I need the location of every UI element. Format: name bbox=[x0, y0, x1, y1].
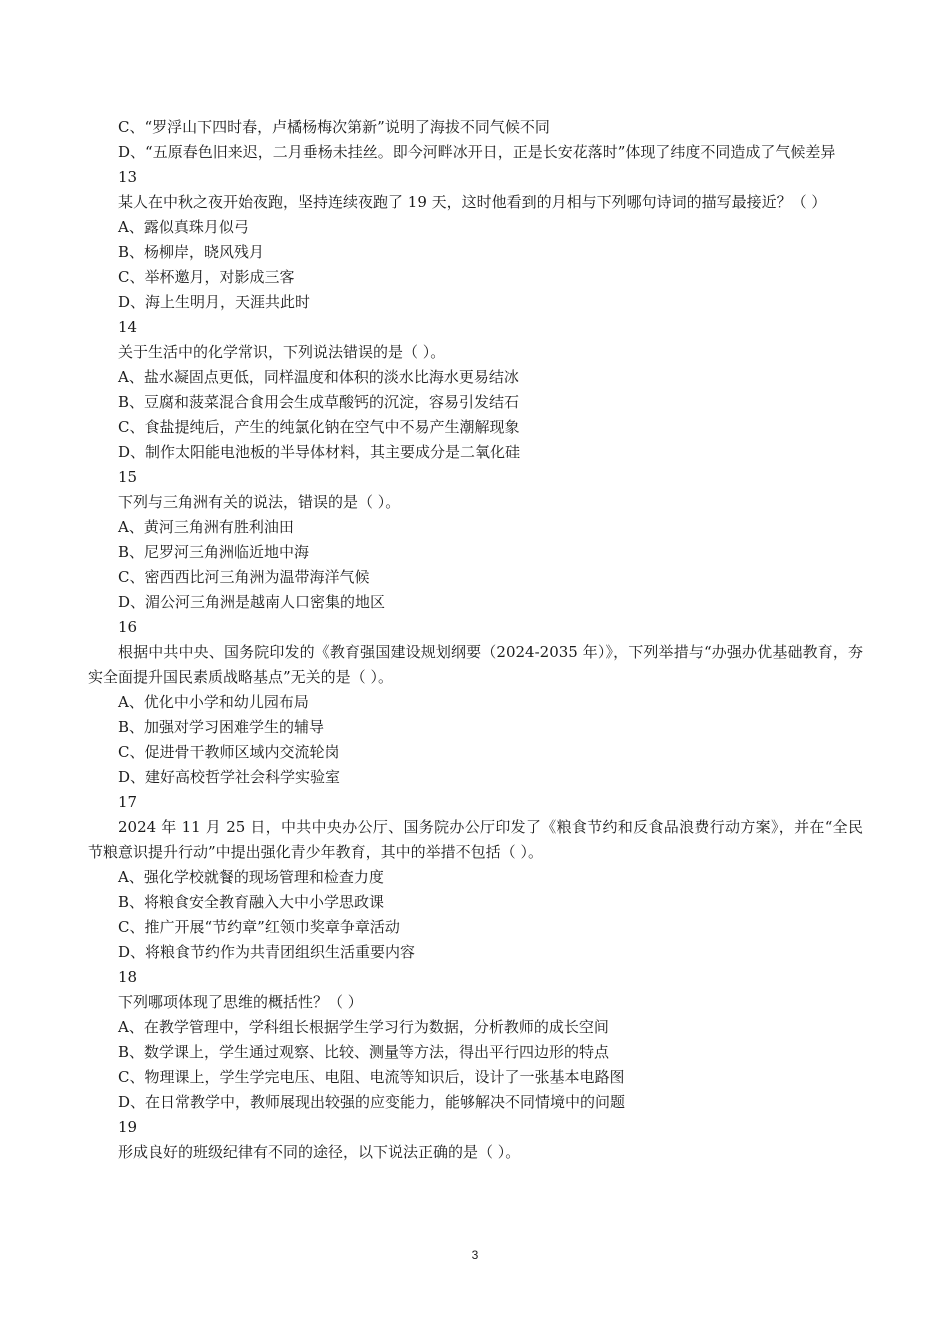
question-number: 16 bbox=[118, 618, 138, 636]
option-line: A、在教学管理中，学科组长根据学生学习行为数据，分析教师的成长空间 bbox=[118, 1018, 609, 1036]
question-number: 14 bbox=[118, 318, 138, 336]
option-line: D、制作太阳能电池板的半导体材料，其主要成分是二氧化硅 bbox=[118, 443, 521, 461]
option-line: B、豆腐和菠菜混合食用会生成草酸钙的沉淀，容易引发结石 bbox=[118, 393, 520, 411]
question-stem: 根据中共中央、国务院印发的《教育强国建设规划纲要（2024-2035 年）》，下列举措与“办强办优基础教育，夯实全面提升国民素质战略基点”无关的是（ ）。 bbox=[88, 643, 863, 686]
question-stem: 下列与三角洲有关的说法，错误的是（ ）。 bbox=[118, 493, 401, 511]
question-stem: 某人在中秋之夜开始夜跑，坚持连续夜跑了 19 天，这时他看到的月相与下列哪句诗词的描写最接近？（ ） bbox=[118, 193, 827, 211]
option-line: C、密西西比河三角洲为温带海洋气候 bbox=[118, 568, 370, 586]
option-line: A、强化学校就餐的现场管理和检查力度 bbox=[118, 868, 384, 886]
option-line: C、“罗浮山下四时春，卢橘杨梅次第新”说明了海拔不同气候不同 bbox=[118, 118, 550, 136]
option-line: C、推广开展“节约章”红领巾奖章争章活动 bbox=[118, 918, 400, 936]
question-stem: 2024 年 11 月 25 日，中共中央办公厅、国务院办公厅印发了《粮食节约和反食品浪费行动方案》，并在“全民节粮意识提升行动”中提出强化青少年教育，其中的举措不包括（ ）。 bbox=[88, 818, 863, 861]
question-number: 18 bbox=[118, 968, 138, 986]
option-line: C、物理课上，学生学完电压、电阻、电流等知识后，设计了一张基本电路图 bbox=[118, 1068, 625, 1086]
option-line: B、尼罗河三角洲临近地中海 bbox=[118, 543, 310, 561]
question-stem: 关于生活中的化学常识，下列说法错误的是（ ）。 bbox=[118, 343, 446, 361]
option-line: A、露似真珠月似弓 bbox=[118, 218, 249, 236]
question-number: 17 bbox=[118, 793, 138, 811]
question-number: 15 bbox=[118, 468, 138, 486]
document-body bbox=[88, 115, 863, 1165]
page-number: 3 bbox=[471, 1248, 479, 1262]
option-line: C、举杯邀月，对影成三客 bbox=[118, 268, 295, 286]
option-line: C、促进骨干教师区域内交流轮岗 bbox=[118, 743, 340, 761]
option-line: A、盐水凝固点更低，同样温度和体积的淡水比海水更易结冰 bbox=[118, 368, 519, 386]
option-line: C、食盐提纯后，产生的纯氯化钠在空气中不易产生潮解现象 bbox=[118, 418, 520, 436]
question-number: 13 bbox=[118, 168, 138, 186]
option-line: D、湄公河三角洲是越南人口密集的地区 bbox=[118, 593, 386, 611]
option-line: D、海上生明月，天涯共此时 bbox=[118, 293, 311, 311]
option-line: D、建好高校哲学社会科学实验室 bbox=[118, 768, 341, 786]
option-line: B、将粮食安全教育融入大中小学思政课 bbox=[118, 893, 385, 911]
option-line: D、将粮食节约作为共青团组织生活重要内容 bbox=[118, 943, 416, 961]
question-stem: 形成良好的班级纪律有不同的途径，以下说法正确的是（ ）。 bbox=[118, 1143, 521, 1161]
question-number: 19 bbox=[118, 1118, 138, 1136]
option-line: D、在日常教学中，教师展现出较强的应变能力，能够解决不同情境中的问题 bbox=[118, 1093, 626, 1111]
option-line: B、数学课上，学生通过观察、比较、测量等方法，得出平行四边形的特点 bbox=[118, 1043, 610, 1061]
option-line: B、加强对学习困难学生的辅导 bbox=[118, 718, 325, 736]
option-line: A、优化中小学和幼儿园布局 bbox=[118, 693, 309, 711]
question-stem: 下列哪项体现了思维的概括性？（ ） bbox=[118, 993, 363, 1011]
option-line: B、杨柳岸，晓风残月 bbox=[118, 243, 265, 261]
option-line: D、“五原春色旧来迟，二月垂杨未挂丝。即今河畔冰开日，正是长安花落时”体现了纬度不同造成了气候差异 bbox=[118, 143, 836, 161]
option-line: A、黄河三角洲有胜利油田 bbox=[118, 518, 294, 536]
